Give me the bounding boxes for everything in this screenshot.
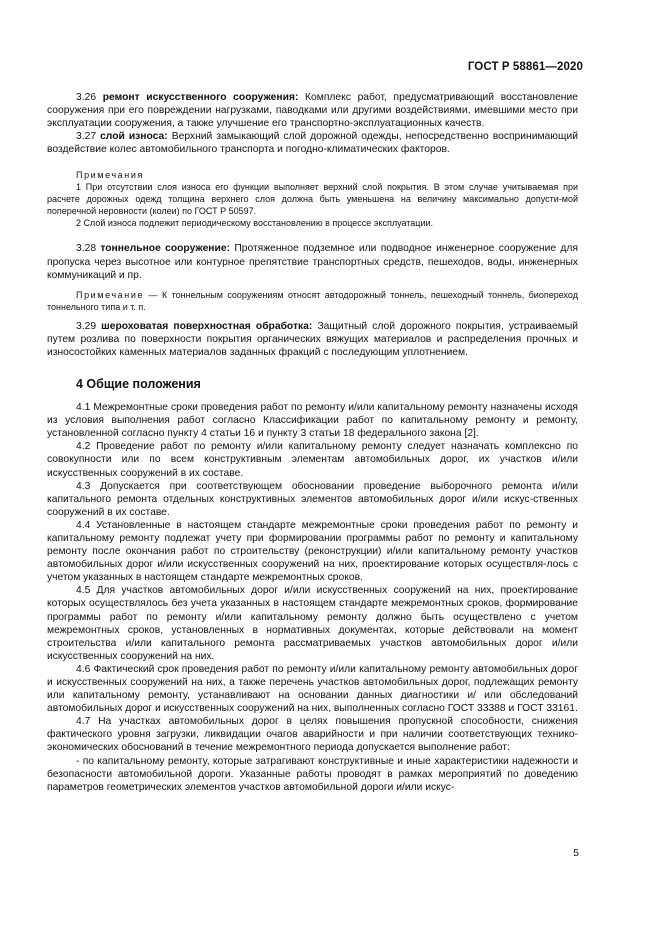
term-3-27 xyxy=(47,130,578,156)
note-2: 2 Слой износа подлежит периодическому восстановлению в процессе эксплуатации. xyxy=(76,218,434,229)
clause-4-4: 4.4 Установленные в настоящем стандарте межремонтные сроки проведения работ по ремонту и капитальному ремонту подлежат учету при формировании программы работ по ремонту и капитальному ремонту после окончания работ по строительству (реконструкции) и/или капитальному ремонту участков автомобильных дорог и/или искусственных сооружений на них, проектирование которых осуществля-лось с учетом указанных в настоящем стандарте межремонтных сроков. xyxy=(47,519,578,584)
clause-4-6: 4.6 Фактический срок проведения работ по ремонту и/или капитальному ремонту автомобильных дорог и искусственных сооружений на них, а также перечень участков автомобильных дорог, подлежащих ремонту или капитальному ремонту, устанавливают на основании данных диагностики и/ или обследований автомобильных дорог и искусственных сооружений на них, выполненных согласно ГОСТ 33388 и ГОСТ 33161. xyxy=(47,663,578,715)
clause-4-7: 4.7 На участках автомобильных дорог в целях повышения пропускной способности, снижения фактического уровня загрузки, ликвидации очагов аварийности и при наличии соответствующих технико-экономических обоснований в течение межремонтного периода допускается выполнение работ: xyxy=(47,716,578,754)
term-3-28 xyxy=(47,242,578,281)
document-code: ГОСТ Р 58861—2020 xyxy=(467,61,583,73)
term-definition: Верхний замыкающий слой дорожной одежды, непосредственно воспринимающий воздействие колес автомобильного транспорта и погодно-климатических факторов. xyxy=(47,131,578,156)
term-name: шероховатая поверхностная обработка: xyxy=(101,320,313,332)
page-number: 5 xyxy=(573,847,579,859)
term-definition: Протяженное подземное или подводное инженерное сооружение для пропуска через высотное или контурное препятствие транспортных средств, пешеходов, воды, инженерных коммуникаций и пр. xyxy=(47,243,578,281)
term-3-26 xyxy=(47,91,578,130)
section-heading: 4 Общие положения xyxy=(76,377,201,392)
clause-4-5: 4.5 Для участков автомобильных дорог и/или искусственных сооружений на них, проектирование которых осуществлялось без учета указанных в настоящем стандарте межремонтных сроков, формирование программы работ по ремонту и/или капитальному ремонту должно быть осуществлено с учетом межремонтных сроков, установленных в нормативных документах, которые действовали на момент строительства и/или капитального ремонта рассматриваемых участков автомобильных дорог и/или искусственных сооружений на них. xyxy=(47,585,578,662)
notes-heading: Примечания xyxy=(76,170,144,181)
term-definition: Защитный слой дорожного покрытия, устраиваемый путем розлива по поверхности покрытия органических вяжущих материалов и распределения прочных и износостойких каменных материалов заданных фракций с последующим уплотнением. xyxy=(47,320,578,358)
clause-4-1: 4.1 Межремонтные сроки проведения работ по ремонту и/или капитальному ремонту назначены исходя из условия выполнения работ согласно Классификации работ по капитальному ремонту и ремонту, установленной согласно пункту 4 статьи 16 и пункту 3 статьи 18 федерального закона [2]. xyxy=(47,402,578,440)
term-number: 3.27 xyxy=(76,131,97,143)
term-name: ремонт искусственного сооружения: xyxy=(102,92,299,103)
term-3-29 xyxy=(47,320,578,359)
note-tunnel xyxy=(47,289,578,313)
note-label: Примечание xyxy=(76,289,145,300)
term-number: 3.26 xyxy=(76,92,97,103)
term-name: слой износа: xyxy=(100,131,168,143)
term-number: 3.29 xyxy=(76,320,97,332)
document-body xyxy=(47,91,578,794)
note-1: 1 При отсутствии слоя износа его функции выполняет верхний слой покрытия. В этом случае учитываемая при расчете дорожных одежд толщина верхнего слоя должна быть уменьшена на величину максимально допусти-мой поперечной неровности (колеи) по ГОСТ Р 50597. xyxy=(47,182,578,217)
clause-4-7-item: - по капитальному ремонту, которые затрагивают конструктивные и иные характеристики надежности и безопасности автомобильной дороги. Указанные работы проводят в рамках мероприятий по доведению параметров геометрических элементов участков автомобильной дороги и/или искус- xyxy=(47,755,578,793)
clause-4-3: 4.3 Допускается при соответствующем обосновании проведение выборочного ремонта и/или капитального ремонта отдельных конструктивных элементов автомобильных дорог и/или искус-ственных сооружений в их составе. xyxy=(47,480,578,518)
note-text: — К тоннельным сооружениям относят автодорожный тоннель, пешеходный тоннель, биопереход тоннельного типа и т. п. xyxy=(47,289,578,312)
term-number: 3.28 xyxy=(76,243,97,255)
term-definition: Комплекс работ, предусматривающий восстановление сооружения при его повреждении нагрузками, паводками или другими воздействиями, имевшими место при эксплуатации сооружения, а также улучшение его транспортно-эксплуатационных качеств. xyxy=(47,92,578,130)
term-name: тоннельное сооружение: xyxy=(100,243,231,255)
clause-4-2: 4.2 Проведение работ по ремонту и/или капитальному ремонту следует назначать комплексно по совокупности или по всем конструктивным элементам автомобильных дорог, их участков и/или искусственных сооружений в их составе. xyxy=(47,441,578,479)
